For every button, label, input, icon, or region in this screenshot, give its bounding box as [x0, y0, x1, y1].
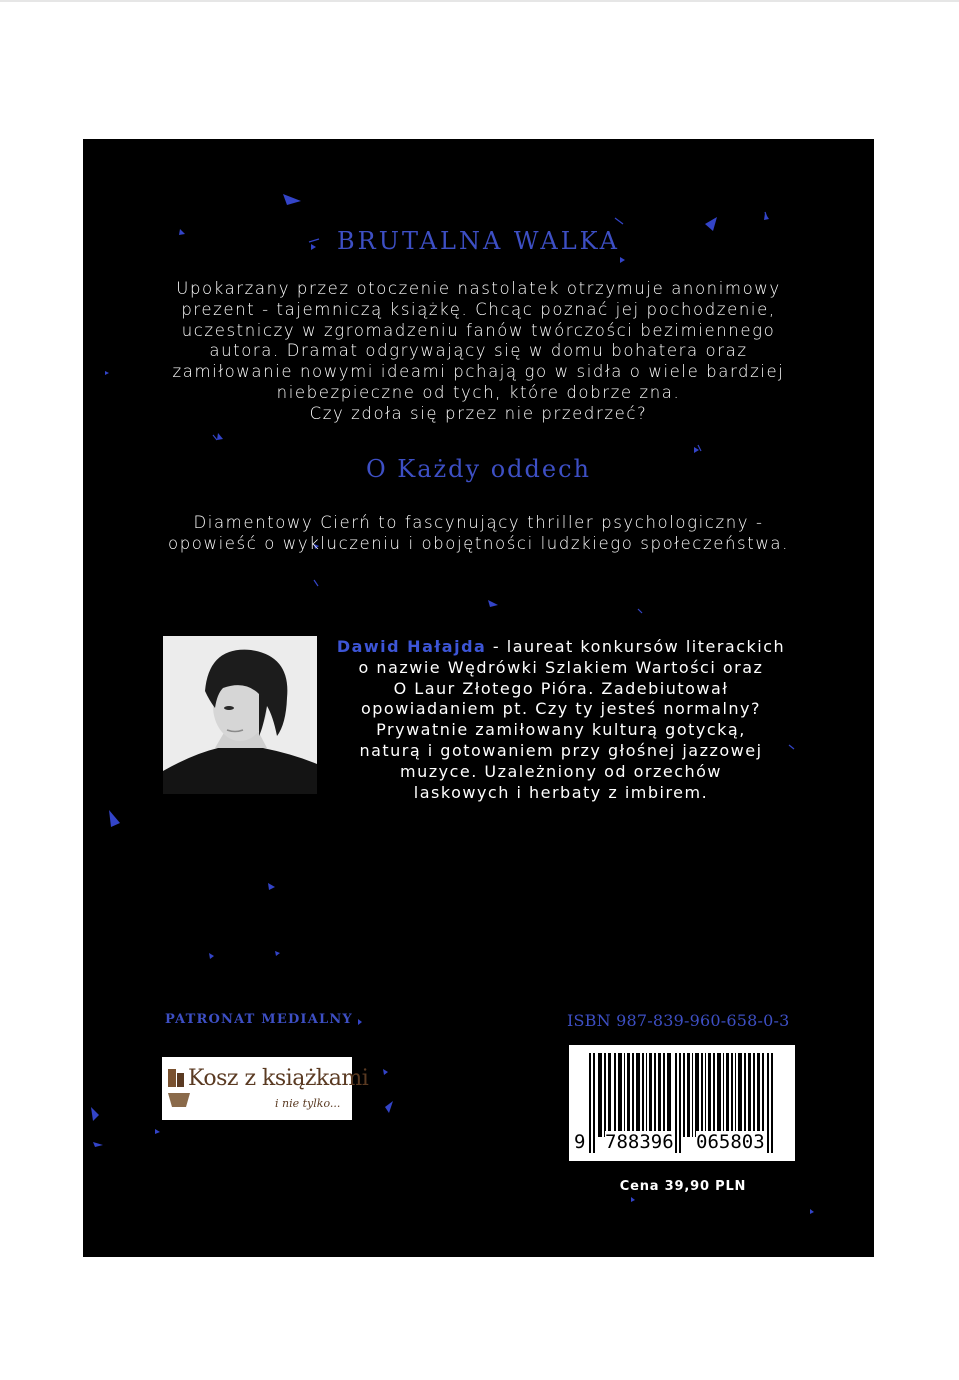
synopsis-line: Czy zdoła się przez nie przedrzeć? — [309, 403, 648, 423]
barcode-digit-lead: 9 — [574, 1131, 586, 1153]
author-bio-text: - laureat konkursów literackich — [486, 637, 786, 656]
author-bio-line: o nazwie Wędrówki Szlakiem Wartości oraz — [358, 657, 764, 677]
synopsis-line: uczestniczy w zgromadzeniu fanów twórczości bezimiennego — [181, 320, 776, 340]
author-bio-line: opowiadaniem pt. Czy ty jesteś normalny? — [360, 699, 761, 719]
heading-o-kazdy-oddech: O Każdy oddech — [365, 455, 591, 483]
synopsis-line: prezent - tajemniczą książkę. Chcąc poznać jej pochodzenie, — [181, 299, 776, 319]
author-portrait-image — [163, 636, 317, 794]
author-bio-line: O Laur Złotego Pióra. Zadebiutował — [393, 678, 729, 698]
synopsis-line: zamiłowanie nowymi ideami pchają go w sidła o wiele bardziej — [172, 362, 785, 382]
tagline-line: Diamentowy Cierń to fascynujący thriller psychologiczny - — [193, 513, 764, 532]
barcode-digits-left: 788396 — [605, 1131, 674, 1153]
media-patronage-label: PATRONAT MEDIALNY — [165, 1012, 353, 1027]
author-bio-line: Prywatnie zamiłowany kulturą gotycką, — [376, 720, 746, 740]
logo-subtitle: i nie tylko... — [275, 1097, 341, 1110]
isbn-label: ISBN 987-839-960-658-0-3 — [567, 1011, 790, 1030]
isbn-barcode — [569, 1045, 795, 1161]
top-divider — [0, 0, 959, 2]
synopsis-paragraph — [143, 279, 814, 425]
logo-title: Kosz z książkami — [188, 1066, 369, 1091]
tagline-paragraph — [143, 513, 814, 555]
synopsis-line: niebezpieczne od tych, które dobrze zna. — [276, 382, 681, 402]
author-name: Dawid Hałajda — [336, 637, 487, 656]
author-bio — [331, 637, 791, 803]
synopsis-line: autora. Dramat odgrywający się w domu bohatera oraz — [209, 341, 748, 361]
price-label: Cena 39,90 PLN — [619, 1179, 747, 1194]
tagline-line: opowieść o wykluczeniu i obojętności ludzkiego społeczeństwa. — [168, 533, 789, 553]
author-bio-line: laskowych i herbaty z imbirem. — [413, 782, 709, 802]
author-bio-line: muzyce. Uzależniony od orzechów — [399, 761, 723, 781]
synopsis-line: Upokarzany przez otoczenie nastolatek otrzymuje anonimowy — [176, 279, 781, 298]
heading-brutalna-walka: BRUTALNA WALKA — [337, 227, 620, 255]
author-bio-first-line — [331, 637, 791, 658]
publisher-logo — [162, 1057, 369, 1120]
book-back-cover — [83, 139, 874, 1257]
barcode-digits-right: 065803 — [696, 1131, 765, 1153]
author-photo — [163, 636, 317, 794]
author-bio-line: naturą i gotowaniem przy głośnej jazzowej — [359, 740, 763, 760]
